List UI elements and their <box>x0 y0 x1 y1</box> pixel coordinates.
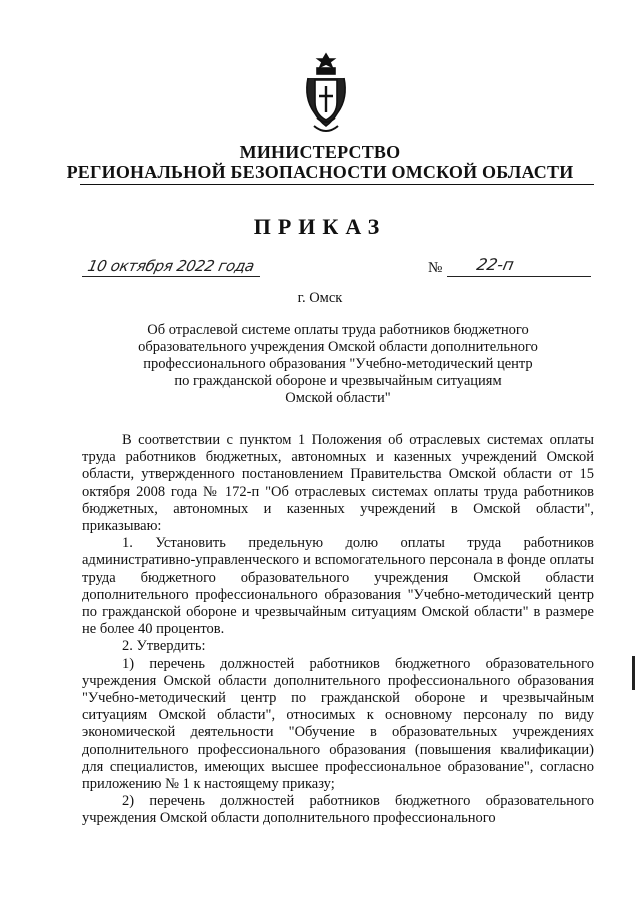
ministry-name-line2: РЕГИОНАЛЬНОЙ БЕЗОПАСНОСТИ ОМСКОЙ ОБЛАСТИ <box>66 162 574 182</box>
header-divider <box>80 184 594 185</box>
handwritten-date: 10 октября 2022 года <box>86 257 256 275</box>
paragraph-preamble: В соответствии с пунктом 1 Положения об отраслевых системах оплаты труда работников бюджетных, автономных и казенных учреждений Омской области, утвержденного постановлением Правительства Омской области от 15 октября 2008 года № 172-п "Об отраслевых системах оплаты труда работников бюджетных, автономных и казенных учреждений в Омской области", приказываю: <box>82 432 594 535</box>
number-label: № <box>428 260 443 276</box>
subject-line: образовательного учреждения Омской области дополнительного <box>138 339 538 355</box>
handwritten-order-number: 22-п <box>474 255 516 274</box>
subject-line: по гражданской обороне и чрезвычайным ситуациям <box>174 373 502 389</box>
order-subject <box>120 322 556 407</box>
paragraph-subitem-1: 1) перечень должностей работников бюджетного образовательного учреждения Омской области дополнительного профессионального образования "Учебно-методический центр по гражданской обороне и чрезвычайным ситуациям Омской области", относимых к основному персоналу по виду экономической деятельности "Обучение в образовательных учреждениях дополнительного профессионального образования (повышения квалификации) для специалистов, имеющих высшее профессиональное образование", согласно приложению № 1 к настоящему приказу; <box>82 655 594 793</box>
date-underline <box>82 276 260 277</box>
paragraph-item-2: 2. Утвердить: <box>122 638 206 655</box>
ministry-name-line1: МИНИСТЕРСТВО <box>239 142 401 162</box>
order-body <box>82 432 594 828</box>
coat-of-arms-emblem <box>303 52 349 138</box>
subject-line: Омской области" <box>285 390 391 406</box>
scan-edge-mark <box>632 656 635 690</box>
document-title: ПРИКАЗ <box>253 214 387 239</box>
paragraph-subitem-2: 2) перечень должностей работников бюджетного образовательного учреждения Омской области дополнительного профессионального <box>82 793 594 827</box>
city-name: г. Омск <box>297 290 343 306</box>
paragraph-item-1: 1. Установить предельную долю оплаты труда работников административно-управленческого и вспомогательного персонала в фонде оплаты труда бюджетного образовательного учреждения Омской области дополнительного профессионального образования "Учебно-методический центр по гражданской обороне и чрезвычайным ситуациям Омской области" в размере не более 40 процентов. <box>82 535 594 638</box>
subject-line: Об отраслевой системе оплаты труда работников бюджетного <box>147 322 529 338</box>
number-underline <box>447 276 591 277</box>
subject-line: профессионального образования "Учебно-методический центр <box>143 356 533 372</box>
